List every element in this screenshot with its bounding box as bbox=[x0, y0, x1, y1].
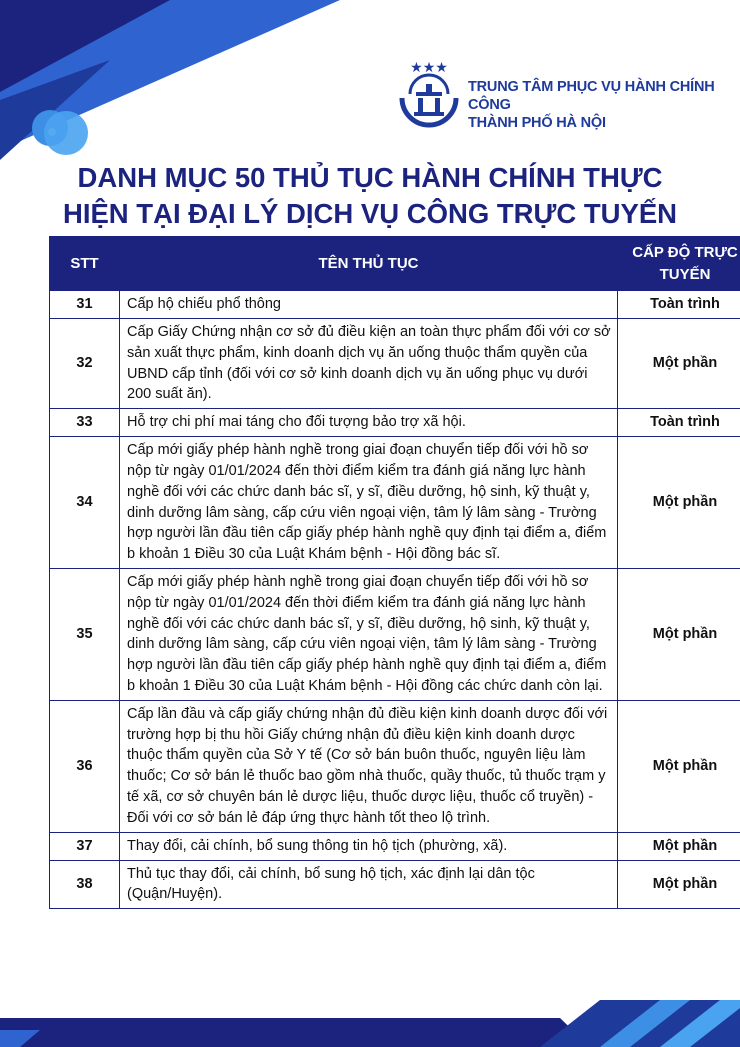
bottom-decoration bbox=[0, 1000, 740, 1047]
row-stt: 31 bbox=[50, 291, 120, 319]
row-level: Toàn trình bbox=[618, 409, 740, 437]
table-row bbox=[50, 291, 740, 319]
table-row bbox=[50, 832, 740, 860]
header-level-line1: CẤP ĐỘ TRỰC bbox=[632, 243, 738, 261]
row-level: Một phần bbox=[618, 437, 740, 569]
row-name: Thay đổi, cải chính, bổ sung thông tin hộ tịch (phường, xã). bbox=[120, 832, 618, 860]
table-row bbox=[50, 700, 740, 832]
row-stt: 34 bbox=[50, 437, 120, 569]
row-name: Cấp Giấy Chứng nhận cơ sở đủ điều kiện an toàn thực phẩm đối với cơ sở sản xuất thực phẩm, kinh doanh dịch vụ ăn uống thuộc thẩm quyền của UBND cấp tỉnh (đối với cơ sở kinh doanh dịch vụ ăn uống phục vụ dưới 200 suất ăn). bbox=[120, 319, 618, 409]
row-stt: 32 bbox=[50, 319, 120, 409]
org-name-line1: TRUNG TÂM PHỤC VỤ HÀNH CHÍNH CÔNG bbox=[468, 79, 715, 113]
row-name: Cấp lần đầu và cấp giấy chứng nhận đủ điều kiện kinh doanh dược đối với trường hợp bị thu hồi Giấy chứng nhận đủ điều kiện kinh doanh dược thuộc thẩm quyền của Sở Y tế (Cơ sở bán buôn thuốc, nguyên liệu làm thuốc; Cơ sở bán lẻ thuốc bao gồm nhà thuốc, quầy thuốc, tủ thuốc trạm y tế xã, cơ sở chuyên bán lẻ dược liệu, thuốc dược liệu, thuốc cổ truyền) - Đối với cơ sở bán lẻ đáp ứng thực hành tốt theo lộ trình. bbox=[120, 700, 618, 832]
header-level bbox=[618, 237, 740, 291]
procedures-table bbox=[49, 236, 740, 909]
table-header-row bbox=[50, 237, 740, 291]
row-level: Một phần bbox=[618, 568, 740, 700]
org-logo bbox=[396, 58, 462, 134]
title-line2: HIỆN TẠI ĐẠI LÝ DỊCH VỤ CÔNG TRỰC TUYẾN bbox=[62, 198, 678, 229]
row-name: Cấp mới giấy phép hành nghề trong giai đoạn chuyển tiếp đối với hồ sơ nộp từ ngày 01/01/2024 đến thời điểm kiểm tra đánh giá năng lực hành nghề đối với các chức danh bác sĩ, y sĩ, điều dưỡng, hộ sinh, kỹ thuật y, dinh dưỡng lâm sàng, cấp cứu viên ngoại viện, tâm lý lâm sàng - Trường hợp người lần đầu tiên cấp giấy phép hành nghề quy định tại điểm a, điểm b khoản 1 Điều 30 của Luật Khám bệnh - Hội đồng các chức danh còn lại. bbox=[120, 568, 618, 700]
title-line1: DANH MỤC 50 THỦ TỤC HÀNH CHÍNH THỰC bbox=[77, 162, 663, 193]
org-name-line2: THÀNH PHỐ HÀ NỘI bbox=[468, 115, 606, 131]
row-level: Một phần bbox=[618, 319, 740, 409]
row-name: Hỗ trợ chi phí mai táng cho đối tượng bảo trợ xã hội. bbox=[120, 409, 618, 437]
header-name: TÊN THỦ TỤC bbox=[120, 237, 618, 291]
row-level: Một phần bbox=[618, 860, 740, 909]
header-stt: STT bbox=[50, 237, 120, 291]
row-name: Cấp hộ chiếu phổ thông bbox=[120, 291, 618, 319]
row-stt: 37 bbox=[50, 832, 120, 860]
row-stt: 36 bbox=[50, 700, 120, 832]
row-level: Một phần bbox=[618, 700, 740, 832]
page-title bbox=[0, 160, 740, 232]
row-stt: 35 bbox=[50, 568, 120, 700]
table-row bbox=[50, 568, 740, 700]
row-name: Thủ tục thay đổi, cải chính, bổ sung hộ tịch, xác định lại dân tộc (Quận/Huyện). bbox=[120, 860, 618, 909]
row-level: Toàn trình bbox=[618, 291, 740, 319]
table-row bbox=[50, 860, 740, 909]
table-row bbox=[50, 319, 740, 409]
org-name bbox=[468, 78, 740, 132]
row-name: Cấp mới giấy phép hành nghề trong giai đoạn chuyển tiếp đối với hồ sơ nộp từ ngày 01/01/2024 đến thời điểm kiểm tra đánh giá năng lực hành nghề đối với các chức danh bác sĩ, y sĩ, điều dưỡng, hộ sinh, kỹ thuật y, dinh dưỡng lâm sàng, cấp cứu viên ngoại viện, tâm lý lâm sàng - Trường hợp người lần đầu tiên cấp giấy phép hành nghề quy định tại điểm a, điểm b khoản 1 Điều 30 của Luật Khám bệnh - Hội đồng bác sĩ. bbox=[120, 437, 618, 569]
header-level-line2: TUYẾN bbox=[659, 265, 711, 283]
table-row bbox=[50, 409, 740, 437]
row-stt: 33 bbox=[50, 409, 120, 437]
table-row bbox=[50, 437, 740, 569]
row-stt: 38 bbox=[50, 860, 120, 909]
row-level: Một phần bbox=[618, 832, 740, 860]
svg-text:★★★: ★★★ bbox=[410, 59, 448, 75]
